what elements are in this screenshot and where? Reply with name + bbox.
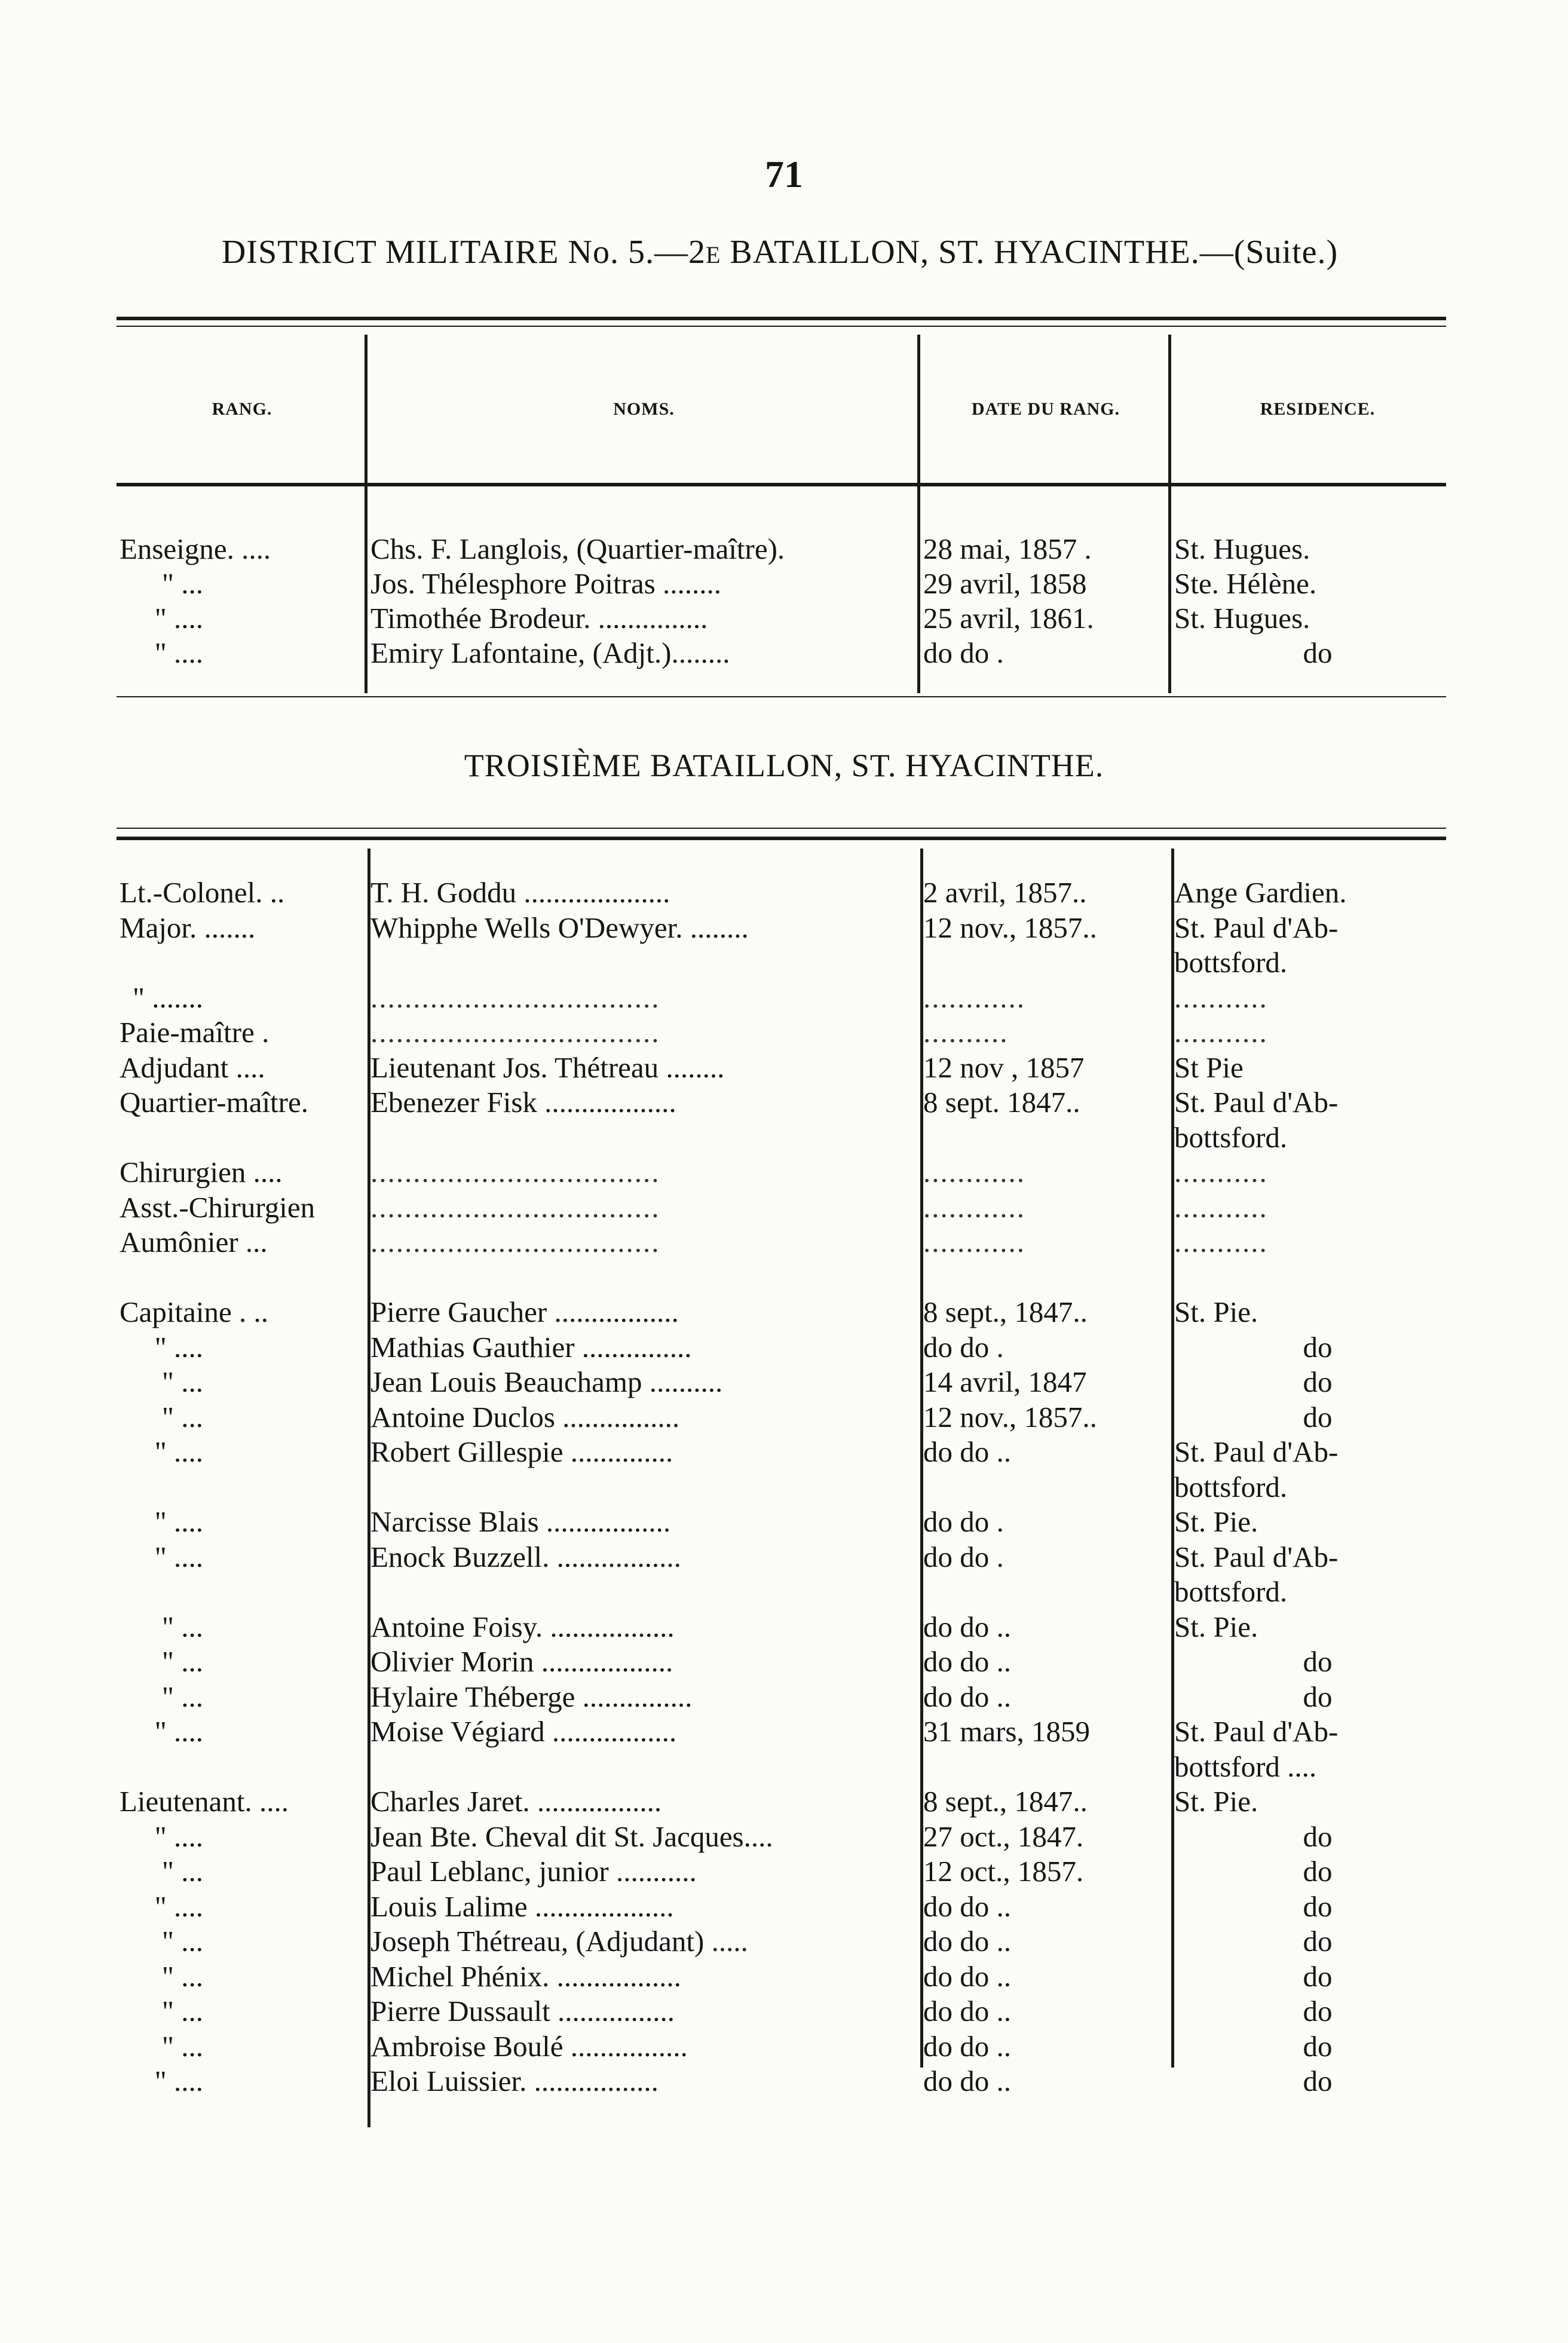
name-cell: Enock Buzzell. .................: [370, 1540, 681, 1573]
name-cell: Antoine Foisy. .................: [370, 1610, 675, 1643]
residence-cell: ...........: [1174, 1190, 1268, 1224]
rank-cell: " ....: [154, 1820, 203, 1853]
residence-cell: do: [1303, 1889, 1333, 1923]
date-cell: 12 oct., 1857.: [923, 1855, 1084, 1888]
rank-cell: " ....: [154, 1715, 203, 1748]
table-row: [0, 1400, 1568, 1435]
residence-cell: bottsford.: [1174, 1470, 1288, 1503]
rank-cell: " ...: [161, 1400, 203, 1434]
name-cell: ..................................: [370, 981, 660, 1014]
residence-cell: Ange Gardien.: [1174, 876, 1347, 909]
name-cell: Chs. F. Langlois, (Quartier-maître).: [370, 532, 785, 565]
residence-cell: do: [1303, 1645, 1333, 1678]
rank-cell: Adjudant ....: [120, 1050, 265, 1084]
residence-cell: ...........: [1174, 1016, 1268, 1049]
table-row: [0, 1994, 1568, 2029]
table-row: [0, 1260, 1568, 1295]
date-cell: 12 nov., 1857..: [923, 911, 1097, 944]
table1-bottom-rule: [117, 696, 1446, 697]
name-cell: Robert Gillespie ..............: [370, 1435, 673, 1468]
table-row: [0, 1435, 1568, 1469]
table-row: [0, 1924, 1568, 1959]
table-row: [0, 875, 1568, 910]
table-row: [0, 1085, 1568, 1120]
name-cell: Olivier Morin ..................: [370, 1645, 673, 1678]
table-row: [0, 911, 1568, 945]
date-cell: 31 mars, 1859: [923, 1715, 1090, 1748]
date-cell: 14 avril, 1847: [923, 1365, 1087, 1398]
name-cell: Hylaire Théberge ...............: [370, 1680, 693, 1713]
residence-cell: do: [1303, 1995, 1333, 2027]
name-cell: Emiry Lafontaine, (Adjt.)........: [370, 636, 730, 669]
column-header-residence: RESIDENCE.: [1260, 399, 1376, 419]
residence-cell: St. Paul d'Ab-: [1174, 1086, 1339, 1119]
date-cell: do do ..: [923, 1925, 1011, 1958]
date-cell: do do .: [923, 1330, 1004, 1364]
name-cell: Louis Lalime ...................: [370, 1889, 674, 1923]
table-row: [0, 1750, 1568, 1784]
rank-cell: " ...: [161, 1925, 203, 1958]
date-cell: do do ..: [923, 2065, 1011, 2097]
rank-cell: Quartier-maître.: [120, 1086, 308, 1119]
residence-cell: St. Paul d'Ab-: [1174, 1715, 1339, 1748]
page-title-suffix: BATAILLON, ST. HYACINTHE.—(Suite.): [721, 234, 1339, 271]
table-row: [0, 1330, 1568, 1365]
rank-cell: " ...: [161, 1680, 203, 1713]
name-cell: Jean Louis Beauchamp ..........: [370, 1365, 723, 1398]
table-row: [0, 945, 1568, 980]
name-cell: Pierre Gaucher .................: [370, 1295, 679, 1328]
residence-cell: bottsford.: [1174, 1120, 1288, 1154]
date-cell: ............: [923, 1190, 1025, 1224]
table-row: [0, 1155, 1568, 1190]
rank-cell: " ...: [161, 1610, 203, 1643]
date-cell: do do ..: [923, 1645, 1011, 1678]
residence-cell: do: [1303, 1925, 1333, 1958]
name-cell: Lieutenant Jos. Thétreau ........: [370, 1050, 725, 1084]
table-row: [0, 1190, 1568, 1225]
residence-cell: St. Pie.: [1174, 1295, 1258, 1328]
rank-cell: " .......: [132, 981, 203, 1014]
name-cell: Michel Phénix. .................: [370, 1959, 681, 1993]
residence-cell: St. Hugues.: [1174, 602, 1310, 635]
residence-cell: do: [1303, 1365, 1333, 1398]
date-cell: do do ..: [923, 1995, 1011, 2027]
column-header-names: NOMS.: [613, 399, 675, 419]
name-cell: ..................................: [370, 1226, 660, 1258]
date-cell: 12 nov , 1857: [923, 1050, 1085, 1084]
table1-top-rule-thick: [117, 317, 1446, 320]
table-row: [0, 1120, 1568, 1155]
name-cell: Whipphe Wells O'Dewyer. ........: [370, 911, 749, 944]
residence-cell: do: [1303, 2065, 1333, 2097]
rank-cell: " ....: [154, 636, 203, 669]
table-row: [0, 1680, 1568, 1714]
name-cell: Ebenezer Fisk ..................: [370, 1086, 676, 1119]
date-cell: do do ..: [923, 1610, 1011, 1643]
date-cell: do do .: [923, 1540, 1004, 1573]
name-cell: Antoine Duclos ................: [370, 1400, 680, 1434]
table-row: [0, 1854, 1568, 1889]
rank-cell: Lieutenant. ....: [120, 1785, 289, 1818]
table-row: [0, 1610, 1568, 1644]
name-cell: Eloi Luissier. .................: [370, 2065, 659, 2097]
name-cell: ..................................: [370, 1016, 660, 1049]
rank-cell: Chirurgien ....: [120, 1156, 283, 1189]
residence-cell: St. Paul d'Ab-: [1174, 911, 1339, 944]
residence-cell: Ste. Hélène.: [1174, 567, 1317, 600]
column-header-date: DATE DU RANG.: [971, 399, 1120, 419]
rank-cell: Paie-maître .: [120, 1016, 270, 1049]
date-cell: 12 nov., 1857..: [923, 1400, 1097, 1434]
name-cell: Ambroise Boulé ................: [370, 2029, 688, 2063]
table-row: [0, 1050, 1568, 1085]
date-cell: 8 sept., 1847..: [923, 1295, 1088, 1328]
rank-cell: Capitaine . ..: [120, 1295, 269, 1328]
name-cell: Mathias Gauthier ...............: [370, 1330, 692, 1364]
table2-top-rule-thin: [117, 828, 1446, 829]
date-cell: 27 oct., 1847.: [923, 1820, 1084, 1853]
table2-top-rule-thick: [117, 837, 1446, 840]
rank-cell: " ...: [161, 2029, 203, 2063]
rank-cell: " ....: [154, 1435, 203, 1468]
table-row: [0, 1015, 1568, 1050]
residence-cell: do: [1303, 2029, 1333, 2063]
page-title: [117, 233, 1443, 271]
rank-cell: " ...: [161, 1645, 203, 1678]
rank-cell: " ...: [161, 1959, 203, 1993]
residence-cell: bottsford ....: [1174, 1750, 1317, 1783]
date-cell: 8 sept., 1847..: [923, 1785, 1088, 1818]
residence-cell: ...........: [1174, 1226, 1268, 1258]
residence-cell: St. Hugues.: [1174, 532, 1310, 565]
rank-cell: " ....: [154, 1540, 203, 1573]
date-cell: do do ..: [923, 1959, 1011, 1993]
table-row: [0, 2064, 1568, 2099]
rank-cell: " ....: [154, 2065, 203, 2097]
date-cell: 2 avril, 1857..: [923, 876, 1087, 909]
table-row: [0, 1784, 1568, 1819]
table-row: [0, 1540, 1568, 1575]
table-row: [0, 1365, 1568, 1399]
column-header-rank: RANG.: [212, 399, 272, 419]
name-cell: Joseph Thétreau, (Adjudant) .....: [370, 1925, 748, 1958]
date-cell: do do ..: [923, 1680, 1011, 1713]
page-title-ordinal: E: [705, 241, 721, 268]
rank-cell: " ....: [154, 1330, 203, 1364]
date-cell: 8 sept. 1847..: [923, 1086, 1080, 1119]
residence-cell: do: [1303, 1330, 1333, 1364]
table-row: [0, 601, 1568, 636]
residence-cell: do: [1303, 636, 1333, 669]
residence-cell: St Pie: [1174, 1050, 1244, 1084]
residence-cell: do: [1303, 1680, 1333, 1713]
rank-cell: " ...: [161, 1995, 203, 2027]
table-row: [0, 1505, 1568, 1539]
date-cell: do do ..: [923, 2029, 1011, 2063]
table-row: [0, 1820, 1568, 1854]
name-cell: ..................................: [370, 1190, 660, 1224]
rank-cell: Major. .......: [120, 911, 256, 944]
date-cell: do do ..: [923, 1889, 1011, 1923]
residence-cell: do: [1303, 1400, 1333, 1434]
table-row: [0, 1575, 1568, 1609]
table-row: [0, 1644, 1568, 1679]
residence-cell: bottsford.: [1174, 1575, 1288, 1608]
date-cell: ............: [923, 1226, 1025, 1258]
residence-cell: do: [1303, 1855, 1333, 1888]
date-cell: ............: [923, 1156, 1025, 1189]
rank-cell: " ....: [154, 1505, 203, 1538]
table-row: [0, 532, 1568, 566]
date-cell: do do ..: [923, 1435, 1011, 1468]
rank-cell: Enseigne. ....: [120, 532, 271, 565]
page-number: 71: [765, 153, 803, 195]
rank-cell: " ....: [154, 602, 203, 635]
date-cell: 29 avril, 1858: [923, 567, 1087, 600]
date-cell: 25 avril, 1861.: [923, 602, 1094, 635]
table-row: [0, 1295, 1568, 1330]
date-cell: 28 mai, 1857 .: [923, 532, 1092, 565]
page-title-prefix: DISTRICT MILITAIRE No. 5.—2: [221, 234, 706, 271]
name-cell: Jos. Thélesphore Poitras ........: [370, 567, 722, 600]
section-title: TROISIÈME BATAILLON, ST. HYACINTHE.: [464, 748, 1104, 783]
residence-cell: St. Paul d'Ab-: [1174, 1540, 1339, 1573]
rank-cell: " ...: [161, 567, 203, 600]
table-row: [0, 1225, 1568, 1260]
table1-header-rule: [117, 483, 1446, 486]
name-cell: Charles Jaret. .................: [370, 1785, 662, 1818]
rank-cell: " ...: [161, 1855, 203, 1888]
rank-cell: Aumônier ...: [120, 1226, 268, 1258]
rank-cell: " ....: [154, 1889, 203, 1923]
name-cell: ..................................: [370, 1156, 660, 1189]
name-cell: Moise Végiard .................: [370, 1715, 677, 1748]
rank-cell: Asst.-Chirurgien: [120, 1190, 316, 1224]
residence-cell: St. Paul d'Ab-: [1174, 1435, 1339, 1468]
table-row: [0, 1889, 1568, 1924]
table-row: [0, 2029, 1568, 2064]
table-row: [0, 636, 1568, 670]
table1-top-rule-thin: [117, 326, 1446, 327]
table-row: [0, 566, 1568, 601]
date-cell: ..........: [923, 1016, 1009, 1049]
residence-cell: St. Pie.: [1174, 1505, 1258, 1538]
residence-cell: St. Pie.: [1174, 1785, 1258, 1818]
rank-cell: " ...: [161, 1365, 203, 1398]
residence-cell: do: [1303, 1959, 1333, 1993]
residence-cell: ...........: [1174, 981, 1268, 1014]
rank-cell: Lt.-Colonel. ..: [120, 876, 285, 909]
date-cell: do do .: [923, 636, 1004, 669]
name-cell: T. H. Goddu ....................: [370, 876, 670, 909]
name-cell: Paul Leblanc, junior ...........: [370, 1855, 697, 1888]
table-row: [0, 1714, 1568, 1749]
name-cell: Pierre Dussault ................: [370, 1995, 675, 2027]
date-cell: ............: [923, 981, 1025, 1014]
date-cell: do do .: [923, 1505, 1004, 1538]
residence-cell: do: [1303, 1820, 1333, 1853]
residence-cell: bottsford.: [1174, 946, 1288, 979]
residence-cell: St. Pie.: [1174, 1610, 1258, 1643]
residence-cell: ...........: [1174, 1156, 1268, 1189]
table-row: [0, 1959, 1568, 1994]
name-cell: Timothée Brodeur. ...............: [370, 602, 708, 635]
table-row: [0, 981, 1568, 1015]
name-cell: Narcisse Blais .................: [370, 1505, 671, 1538]
table-row: [0, 1470, 1568, 1505]
name-cell: Jean Bte. Cheval dit St. Jacques....: [370, 1820, 773, 1853]
